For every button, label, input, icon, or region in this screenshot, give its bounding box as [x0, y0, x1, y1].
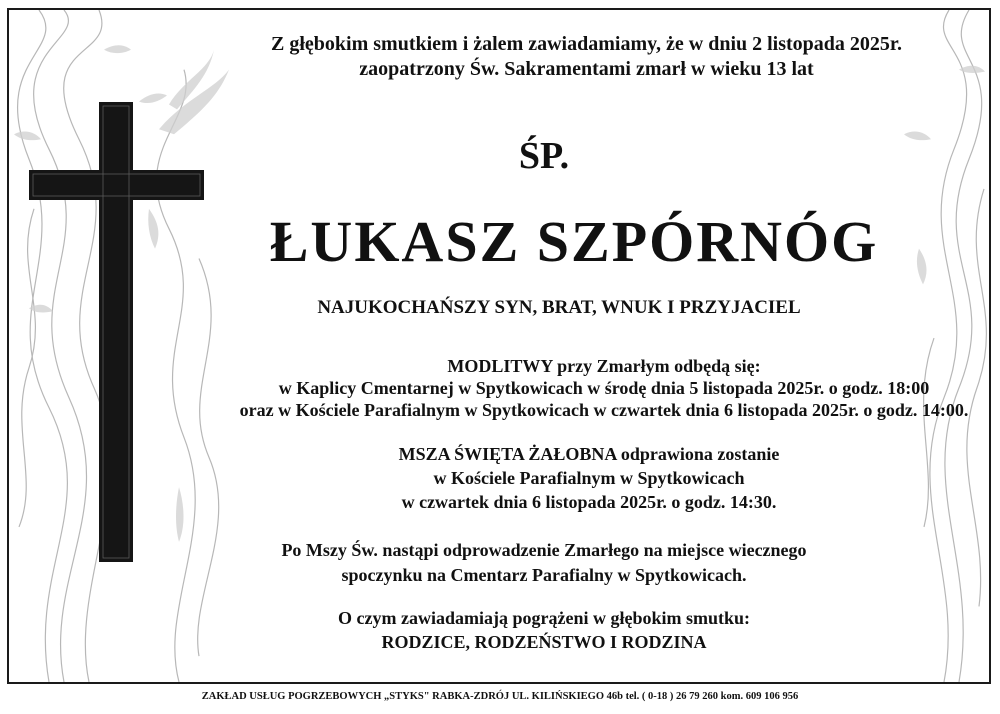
prayers-line-3: oraz w Kościele Parafialnym w Spytkowicach w czwartek dnia 6 listopada 2025r. o godz. 14:00.: [239, 400, 969, 420]
prayers-line-1: MODLITWY przy Zmarłym odbędą się:: [447, 356, 761, 376]
obituary-card: [7, 8, 991, 684]
burial-line-1: Po Mszy Św. nastąpi odprowadzenie Zmarłego na miejsce wiecznego: [281, 540, 807, 560]
mass-line-3: w czwartek dnia 6 listopada 2025r. o godz. 14:30.: [401, 492, 777, 512]
mass-line-1: MSZA ŚWIĘTA ŻAŁOBNA odprawiona zostanie: [398, 444, 780, 464]
prayers-section: [219, 355, 989, 421]
closing-line-1: O czym zawiadamiają pogrążeni w głębokim smutku:: [338, 608, 750, 628]
intro-line-1: Z głębokim smutkiem i żalem zawiadamiamy, że w dniu 2 listopada 2025r.: [271, 33, 902, 55]
deceased-prefix: ŚP.: [518, 135, 570, 177]
intro-text: [184, 32, 989, 82]
mass-section: [189, 442, 989, 514]
mass-line-2: w Kościele Parafialnym w Spytkowicach: [433, 468, 745, 488]
burial-section: [99, 538, 989, 588]
closing-line-2: RODZICE, RODZEŃSTWO I RODZINA: [381, 632, 707, 652]
deceased-name: ŁUKASZ SZPÓRNÓG: [269, 209, 879, 274]
relation-text: NAJUKOCHAŃSZY SYN, BRAT, WNUK I PRZYJACIEL: [317, 297, 801, 318]
burial-line-2: spoczynku na Cmentarz Parafialny w Spytkowicach.: [341, 565, 747, 585]
intro-line-2: zaopatrzony Św. Sakramentami zmarł w wieku 13 lat: [359, 58, 814, 80]
closing-section: [99, 606, 989, 654]
prayers-line-2: w Kaplicy Cmentarnej w Spytkowicach w środę dnia 5 listopada 2025r. o godz. 18:00: [278, 378, 930, 398]
funeral-home-footer: ZAKŁAD USŁUG POGRZEBOWYCH „STYKS" RABKA-ZDRÓJ UL. KILIŃSKIEGO 46b tel. ( 0-18 ) 26 79 260 kom. 609 106 956: [201, 691, 799, 702]
